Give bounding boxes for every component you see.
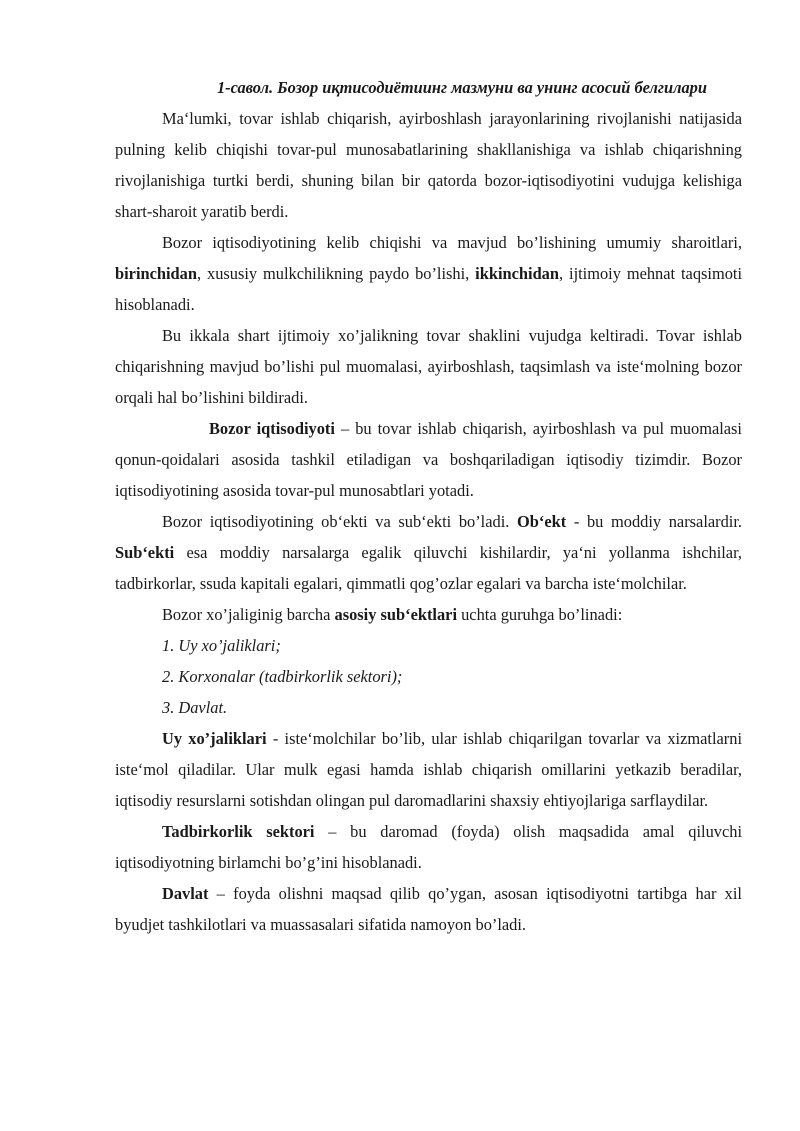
bold-term-object: Ob‘ekt xyxy=(517,512,567,531)
document-page xyxy=(115,72,742,940)
bold-term-market-economy: Bozor iqtisodiyoti xyxy=(209,419,335,438)
text-span: Bozor iqtisodiyotining ob‘ekti va sub‘ekti bo’ladi. xyxy=(162,512,518,531)
paragraph-definition xyxy=(115,413,742,506)
paragraph-conditions xyxy=(115,227,742,320)
bold-term-main-subjects: asosiy sub‘ektlari xyxy=(334,605,458,624)
text-span: Bozor iqtisodiyotining kelib chiqishi va mavjud bo’lishining umumiy sharoitlari, xyxy=(162,233,742,252)
paragraph-state xyxy=(115,878,742,940)
section-title: 1-савол. Бозор иқтисодиётиинг мазмуни ва унинг асосий белгилари xyxy=(216,78,707,97)
list-item: 3. Davlat. xyxy=(162,698,228,717)
bold-term-first: birinchidan xyxy=(115,264,197,283)
bold-term-households: Uy xo’jaliklari xyxy=(162,729,267,748)
text-span: - bu moddiy narsalardir. xyxy=(566,512,743,531)
text-span: Bozor xo’jaliginig barcha xyxy=(162,605,335,624)
bold-term-second: ikkinchidan xyxy=(475,264,559,283)
list-item: 1. Uy xo’jaliklari; xyxy=(162,636,281,655)
text-span: – bu daromad (foyda) olish maqsadida amal qiluvchi iqtisodiyotning birlamchi bo’g’ini hisoblanadi. xyxy=(115,822,742,872)
text-span: esa moddiy narsalarga egalik qiluvchi kishilardir, ya‘ni yollanma ishchilar, tadbirkorlar, ssuda kapitali egalari, qimmatli qog’ozlar egalari va barcha iste‘molchilar. xyxy=(115,543,742,593)
list-item: 2. Korxonalar (tadbirkorlik sektori); xyxy=(162,667,403,686)
paragraph-intro: Ma‘lumki, tovar ishlab chiqarish, ayirboshlash jarayonlarining rivojlanishi natijasida pulning kelib chiqishi tovar-pul munosabatlarining shakllanishiga va ishlab chiqarishning rivojlanishiga turtki berdi, shuning bilan bir qatorda bozor-iqtisodiyotini vudujga kelishiga shart-sharoit yaratib berdi. xyxy=(115,109,742,221)
paragraph-object-subject xyxy=(115,506,742,599)
text-span: uchta guruhga bo’linadi: xyxy=(457,605,623,624)
text-span: , xususiy mulkchilikning paydo bo’lishi, xyxy=(197,264,476,283)
paragraph-business-sector xyxy=(115,816,742,878)
text-span: – foyda olishni maqsad qilib qo’ygan, asosan iqtisodiyotni tartibga har xil byudjet tashkilotlari va muassasalari sifatida namoyon bo’ladi. xyxy=(115,884,742,934)
text-span: , ijtimoiy mehnat taqsimoti hisoblanadi. xyxy=(115,264,743,314)
text-span: – bu tovar ishlab chiqarish, ayirboshlash va pul muomalasi qonun-qoidalari asosida tashkil etiladigan va boshqariladigan iqtisodiy tizimdir. Bozor iqtisodiyotining asosida tovar-pul munosabtlari yotadi. xyxy=(115,419,742,500)
bold-term-state: Davlat xyxy=(162,884,209,903)
paragraph-two-conditions: Bu ikkala shart ijtimoiy xo’jalikning tovar shaklini vujudga keltiradi. Tovar ishlab chiqarishning mavjud bo’lishi pul muomalasi, ayirboshlash, taqsimlash va iste‘molning bozor orqali hal bo’lishini bildiradi. xyxy=(115,326,742,407)
bold-term-subject: Sub‘ekti xyxy=(115,543,175,562)
text-span: - iste‘molchilar bo’lib, ular ishlab chiqarilgan tovarlar va xizmatlarni iste‘mol qiladilar. Ular mulk egasi hamda ishlab chiqarish omillarini yetkazib beradilar, iqtisodiy resurslarni sotishdan olingan pul daromadlarini shaxsiy ehtiyojlariga sarflaydilar. xyxy=(115,729,742,810)
paragraph-groups xyxy=(115,599,742,630)
bold-term-business-sector: Tadbirkorlik sektori xyxy=(162,822,315,841)
paragraph-households xyxy=(115,723,742,816)
